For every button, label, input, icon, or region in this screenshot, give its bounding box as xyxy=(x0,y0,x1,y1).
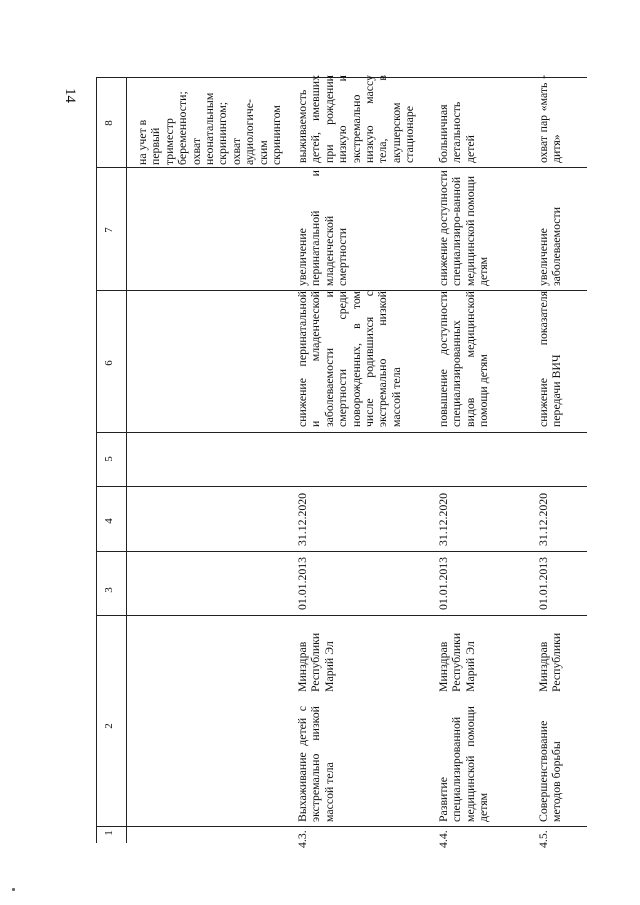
row-name: Выхаживание детей с экстремально низкой массой тела xyxy=(295,706,336,822)
header-col-8: 8 xyxy=(103,120,115,126)
row-number: 4.5. xyxy=(536,830,550,848)
row-consequence: увеличение перинатальной и младенческой смертности xyxy=(295,170,350,286)
header-col-6: 6 xyxy=(103,360,115,366)
header-col-5: 5 xyxy=(103,456,115,462)
row-consequence: увеличение заболеваемости xyxy=(536,206,564,286)
header-col-4: 4 xyxy=(103,518,115,524)
row-consequence: снижение доступности специализиро-ванной медицинской помощи детям xyxy=(436,170,491,286)
header-col-3: 3 xyxy=(103,587,115,593)
row-indicator-link: охват пар «мать - дитя» xyxy=(536,75,564,163)
row-indicator-link: выживаемость детей, имевших при рождении низкую и экстремально низкую массу тела, в акушерском стационаре xyxy=(295,75,417,163)
row-end-date: 31.12.2020 xyxy=(436,492,450,546)
header-col-1: 1 xyxy=(103,830,115,836)
page-number: 14 xyxy=(62,88,78,103)
row-end-date: 31.12.2020 xyxy=(536,492,550,546)
row-indicator-link: больничная летальность детей xyxy=(436,101,477,163)
scan-mark xyxy=(12,888,15,891)
row-name: Развитие специализированной медицинской помощи детям xyxy=(436,706,491,822)
row-name: Совершенствование методов борьбы xyxy=(536,720,564,822)
row-start-date: 01.01.2013 xyxy=(536,556,550,610)
row-end-date: 31.12.2020 xyxy=(295,492,309,546)
row-expected-result: снижение перинатальной и младенческой заболеваемости и смертности среди новорожденных, в том числе родившихся с экстремально низкой массой тела xyxy=(295,291,403,427)
row-executor: Минздрав Республики Марий Эл xyxy=(295,632,336,692)
header-col-7: 7 xyxy=(103,227,115,233)
row-number: 4.4. xyxy=(436,830,450,848)
continuation-col8: на учет в первый триместр беременности; охват неонатальным скринингом; охват аудиологиче- ским скринингом xyxy=(135,91,284,165)
row-start-date: 01.01.2013 xyxy=(436,556,450,610)
row-expected-result: повышение доступности специализированных видов медицинской помощи детям xyxy=(436,291,491,427)
row-expected-result: снижение показателя передачи ВИЧ xyxy=(536,291,564,427)
header-col-2: 2 xyxy=(103,723,115,729)
row-executor: Минздрав Республики xyxy=(536,632,564,692)
row-start-date: 01.01.2013 xyxy=(295,556,309,610)
row-executor: Минздрав Республики Марий Эл xyxy=(436,632,477,692)
row-number: 4.3. xyxy=(295,830,309,848)
